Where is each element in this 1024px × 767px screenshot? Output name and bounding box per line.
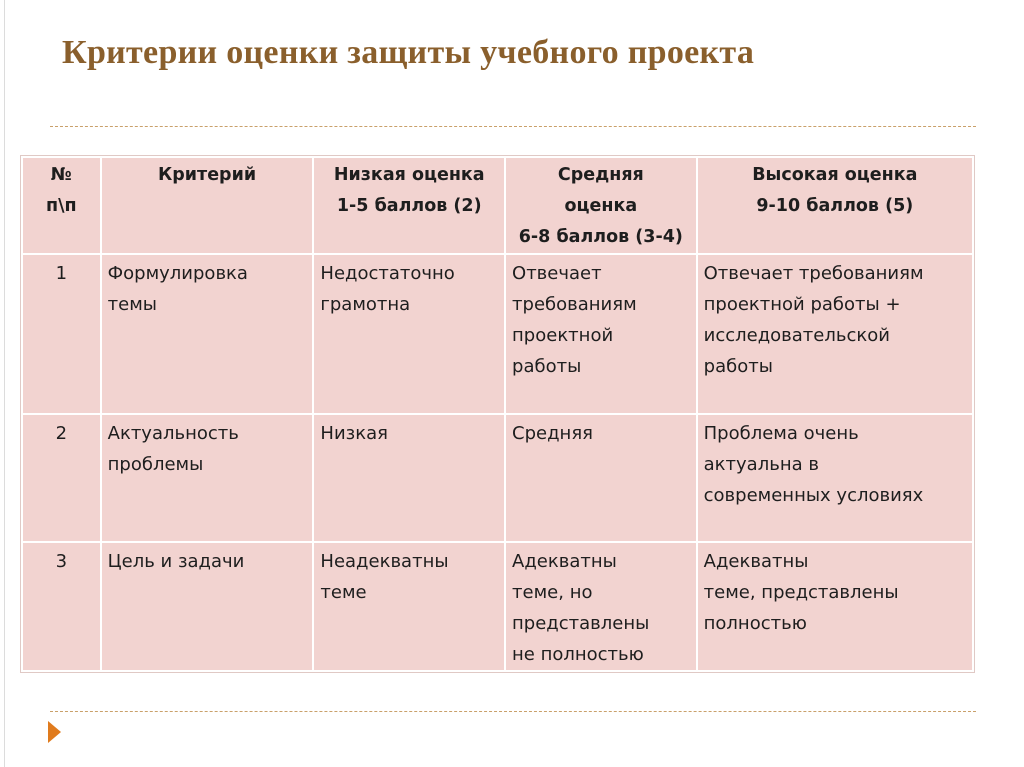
row-number: 1 (23, 255, 100, 413)
table-row (23, 255, 972, 413)
table-row (23, 543, 972, 670)
row-number: 3 (23, 543, 100, 670)
row-high: Проблема очень актуальна в современных условиях (698, 415, 972, 541)
table-row (23, 415, 972, 541)
header-medium-score: Средняя оценка 6-8 баллов (3-4) (506, 158, 696, 253)
row-low: Неадекватны теме (314, 543, 504, 670)
row-low: Недостаточно грамотна (314, 255, 504, 413)
table-header-row (23, 158, 972, 253)
slide-left-edge (4, 0, 5, 767)
title-divider (50, 126, 976, 127)
row-high: Адекватны теме, представлены полностью (698, 543, 972, 670)
row-medium: Отвечает требованиям проектной работы (506, 255, 696, 413)
row-criterion: Формулировка темы (102, 255, 313, 413)
header-high-score: Высокая оценка 9-10 баллов (5) (698, 158, 972, 253)
header-number: № п\п (23, 158, 100, 253)
row-high: Отвечает требованиям проектной работы + исследовательской работы (698, 255, 972, 413)
header-criterion: Критерий (102, 158, 313, 253)
slide-title: Критерии оценки защиты учебного проекта (62, 34, 755, 71)
row-low: Низкая (314, 415, 504, 541)
footer-divider (50, 711, 976, 712)
play-arrow-icon[interactable] (48, 721, 61, 743)
row-number: 2 (23, 415, 100, 541)
criteria-table (20, 155, 975, 673)
row-medium: Адекватны теме, но представлены не полностью (506, 543, 696, 670)
row-criterion: Актуальность проблемы (102, 415, 313, 541)
criteria-table-container (20, 155, 975, 673)
header-low-score: Низкая оценка 1-5 баллов (2) (314, 158, 504, 253)
row-criterion: Цель и задачи (102, 543, 313, 670)
row-medium: Средняя (506, 415, 696, 541)
